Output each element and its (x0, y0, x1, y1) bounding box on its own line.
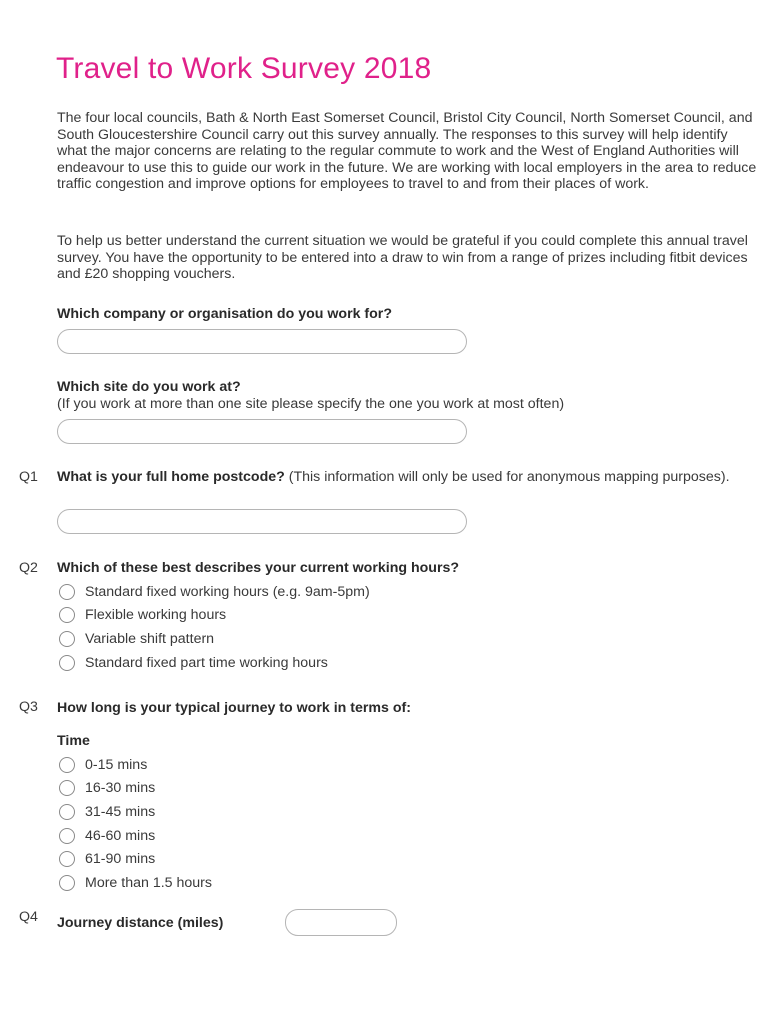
option-label: Variable shift pattern (85, 630, 215, 647)
radio-button[interactable] (59, 780, 75, 796)
radio-button[interactable] (59, 631, 75, 647)
option-label: Standard fixed part time working hours (85, 654, 328, 671)
radio-button[interactable] (59, 655, 75, 671)
working-hours-option[interactable] (59, 580, 370, 604)
radio-button[interactable] (59, 851, 75, 867)
radio-button[interactable] (59, 875, 75, 891)
company-input[interactable] (57, 329, 467, 354)
intro-paragraph-1: The four local councils, Bath & North East Somerset Council, Bristol City Council, North Somerset Council, and South Gloucestershire Council carry out this survey annually. The responses to this survey will help identify what the major concerns are relating to the regular commute to work and the West of England Authorities will endeavour to use this to guide our work in the future. We are working with local employers in the area to reduce traffic congestion and improve options for employees to travel to and from their places of work. (57, 110, 757, 193)
option-label: 31-45 mins (85, 803, 156, 820)
company-question (57, 306, 747, 323)
working-hours-option[interactable] (59, 604, 370, 628)
option-label: 0-15 mins (85, 756, 148, 773)
radio-button[interactable] (59, 828, 75, 844)
radio-button[interactable] (59, 804, 75, 820)
q2-number: Q2 (19, 560, 38, 576)
journey-time-option[interactable] (59, 824, 212, 848)
q1-question (57, 469, 747, 486)
postcode-input[interactable] (57, 509, 467, 534)
q4-label: Journey distance (miles) (57, 915, 224, 931)
journey-time-option[interactable] (59, 847, 212, 871)
option-label: 61-90 mins (85, 851, 156, 868)
q4-question (57, 915, 277, 932)
option-label: Standard fixed working hours (e.g. 9am-5pm) (85, 583, 370, 600)
working-hours-option[interactable] (59, 627, 370, 651)
site-note: (If you work at more than one site please specify the one you work at most often) (57, 395, 565, 412)
time-sublabel: Time (57, 733, 90, 749)
site-input[interactable] (57, 419, 467, 444)
journey-time-option[interactable] (59, 777, 212, 801)
option-label: More than 1.5 hours (85, 874, 212, 891)
intro-paragraph-2: To help us better understand the current situation we would be grateful if you could complete this annual travel survey. You have the opportunity to be entered into a draw to win from a range of prizes including fitbit devices and £20 shopping vouchers. (57, 233, 748, 283)
journey-distance-input[interactable] (285, 909, 397, 936)
company-label: Which company or organisation do you work for? (57, 306, 392, 322)
q2-question (57, 560, 747, 577)
site-question (57, 379, 747, 412)
q1-note: (This information will only be used for anonymous mapping purposes). (284, 469, 730, 485)
q1-label: What is your full home postcode? (57, 469, 285, 485)
working-hours-option[interactable] (59, 651, 370, 675)
journey-time-option[interactable] (59, 753, 212, 777)
journey-time-option[interactable] (59, 871, 212, 895)
site-label: Which site do you work at? (57, 379, 241, 395)
option-label: 46-60 mins (85, 827, 156, 844)
journey-time-option[interactable] (59, 800, 212, 824)
working-hours-options (59, 580, 370, 674)
option-label: 16-30 mins (85, 780, 156, 797)
journey-time-options (59, 753, 212, 895)
q1-number: Q1 (19, 469, 38, 485)
q3-question (57, 700, 747, 717)
q3-number: Q3 (19, 699, 38, 715)
radio-button[interactable] (59, 757, 75, 773)
page-title: Travel to Work Survey 2018 (56, 52, 432, 85)
q3-label: How long is your typical journey to work in terms of: (57, 700, 411, 716)
q2-label: Which of these best describes your current working hours? (57, 560, 460, 576)
radio-button[interactable] (59, 607, 75, 623)
radio-button[interactable] (59, 584, 75, 600)
q4-number: Q4 (19, 909, 38, 925)
option-label: Flexible working hours (85, 607, 227, 624)
